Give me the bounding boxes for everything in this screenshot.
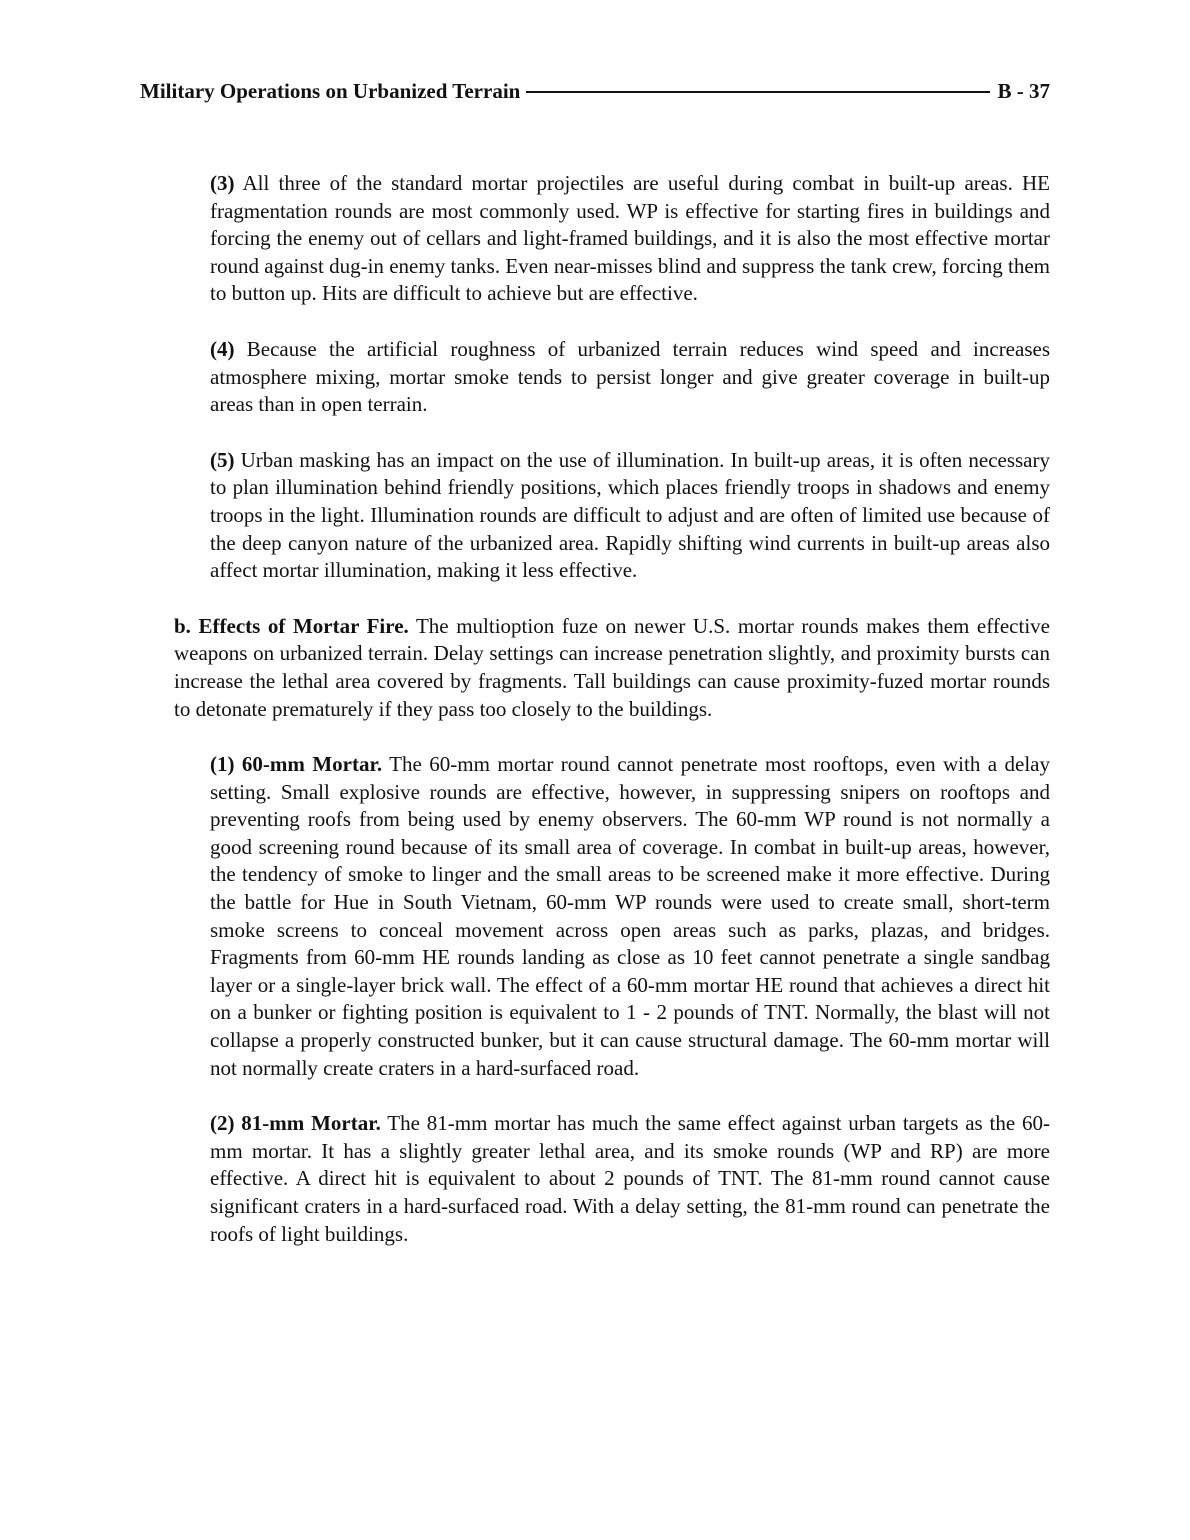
paragraph-text: The multioption fuze on newer U.S. mortar rounds makes them effective weapons on urbanized terrain. Delay settings can increase penetration slightly, and proximity bursts can increase the lethal area covered by fragments. Tall buildings can cause proximity-fuzed mortar rounds to detonate prematurely if they pass too closely to the buildings. <box>174 613 1050 721</box>
paragraph-text: Urban masking has an impact on the use of illumination. In built-up areas, it is often necessary to plan illumination behind friendly positions, which places friendly troops in shadows and enemy troops in the light. Illumination rounds are difficult to adjust and are often of limited use because of the deep canyon nature of the urbanized area. Rapidly shifting wind currents in built-up areas also affect mortar illumination, making it less effective. <box>210 447 1050 583</box>
paragraph-text: The 81-mm mortar has much the same effect against urban targets as the 60-mm mortar. It has a slightly greater lethal area, and its smoke rounds (WP and RP) are more effective. A direct hit is equivalent to about 2 pounds of TNT. The 81-mm round cannot cause significant craters in a hard-surfaced road. With a delay setting, the 81-mm round can penetrate the roofs of light buildings. <box>210 1111 1050 1246</box>
paragraph-label: (1) 60-mm Mortar. <box>210 752 383 777</box>
paragraph-text: The 60-mm mortar round cannot penetrate most rooftops, even with a delay setting. Small explosive rounds are effective, however, in suppressing snipers on rooftops and preventing roofs from being used by enemy observers. The 60-mm WP round is not normally a good screening round because of its small area of coverage. In combat in built-up areas, however, the tendency of smoke to linger and the small areas to be screened make it more effective. During the battle for Hue in South Vietnam, 60-mm WP rounds were used to create small, short-term smoke screens to conceal movement across open areas such as parks, plazas, and bridges. Fragments from 60-mm HE rounds landing as close as 10 feet cannot penetrate a single sandbag layer or a single-layer brick wall. The effect of a 60-mm mortar HE round that achieves a direct hit on a bunker or fighting position is equivalent to 1 - 2 pounds of TNT. Normally, the blast will not collapse a properly constructed bunker, but it can cause structural damage. The 60-mm mortar will not normally create craters in a hard-surfaced road. <box>210 752 1051 1080</box>
paragraph-label: (3) <box>210 171 235 195</box>
paragraph-5 <box>210 447 1050 585</box>
paragraph-4 <box>210 336 1050 419</box>
header-rule <box>526 91 989 93</box>
page-header <box>140 78 1050 104</box>
section-b <box>174 613 1050 723</box>
running-title: Military Operations on Urbanized Terrain <box>140 79 521 103</box>
page-number: B - 37 <box>997 79 1050 103</box>
paragraph-60mm-mortar <box>210 751 1050 1082</box>
paragraph-label: (4) <box>210 336 235 361</box>
paragraph-label: (2) 81-mm Mortar. <box>210 1111 381 1136</box>
paragraph-81mm-mortar <box>210 1110 1050 1248</box>
document-body <box>174 170 1050 1248</box>
paragraph-label: (5) <box>210 447 235 472</box>
paragraph-text: All three of the standard mortar projectiles are useful during combat in built-up areas. HE fragmentation rounds are most commonly used. WP is effective for starting fires in buildings and forcing the enemy out of cellars and light-framed buildings, and it is also the most effective mortar round against dug-in enemy tanks. Even near-misses blind and suppress the tank crew, forcing them to button up. Hits are difficult to achieve but are effective. <box>210 171 1050 306</box>
section-heading: b. Effects of Mortar Fire. <box>174 613 409 638</box>
paragraph-text: Because the artificial roughness of urbanized terrain reduces wind speed and increases atmosphere mixing, mortar smoke tends to persist longer and give greater coverage in built-up areas than in open terrain. <box>210 336 1050 417</box>
paragraph-3 <box>210 170 1050 308</box>
